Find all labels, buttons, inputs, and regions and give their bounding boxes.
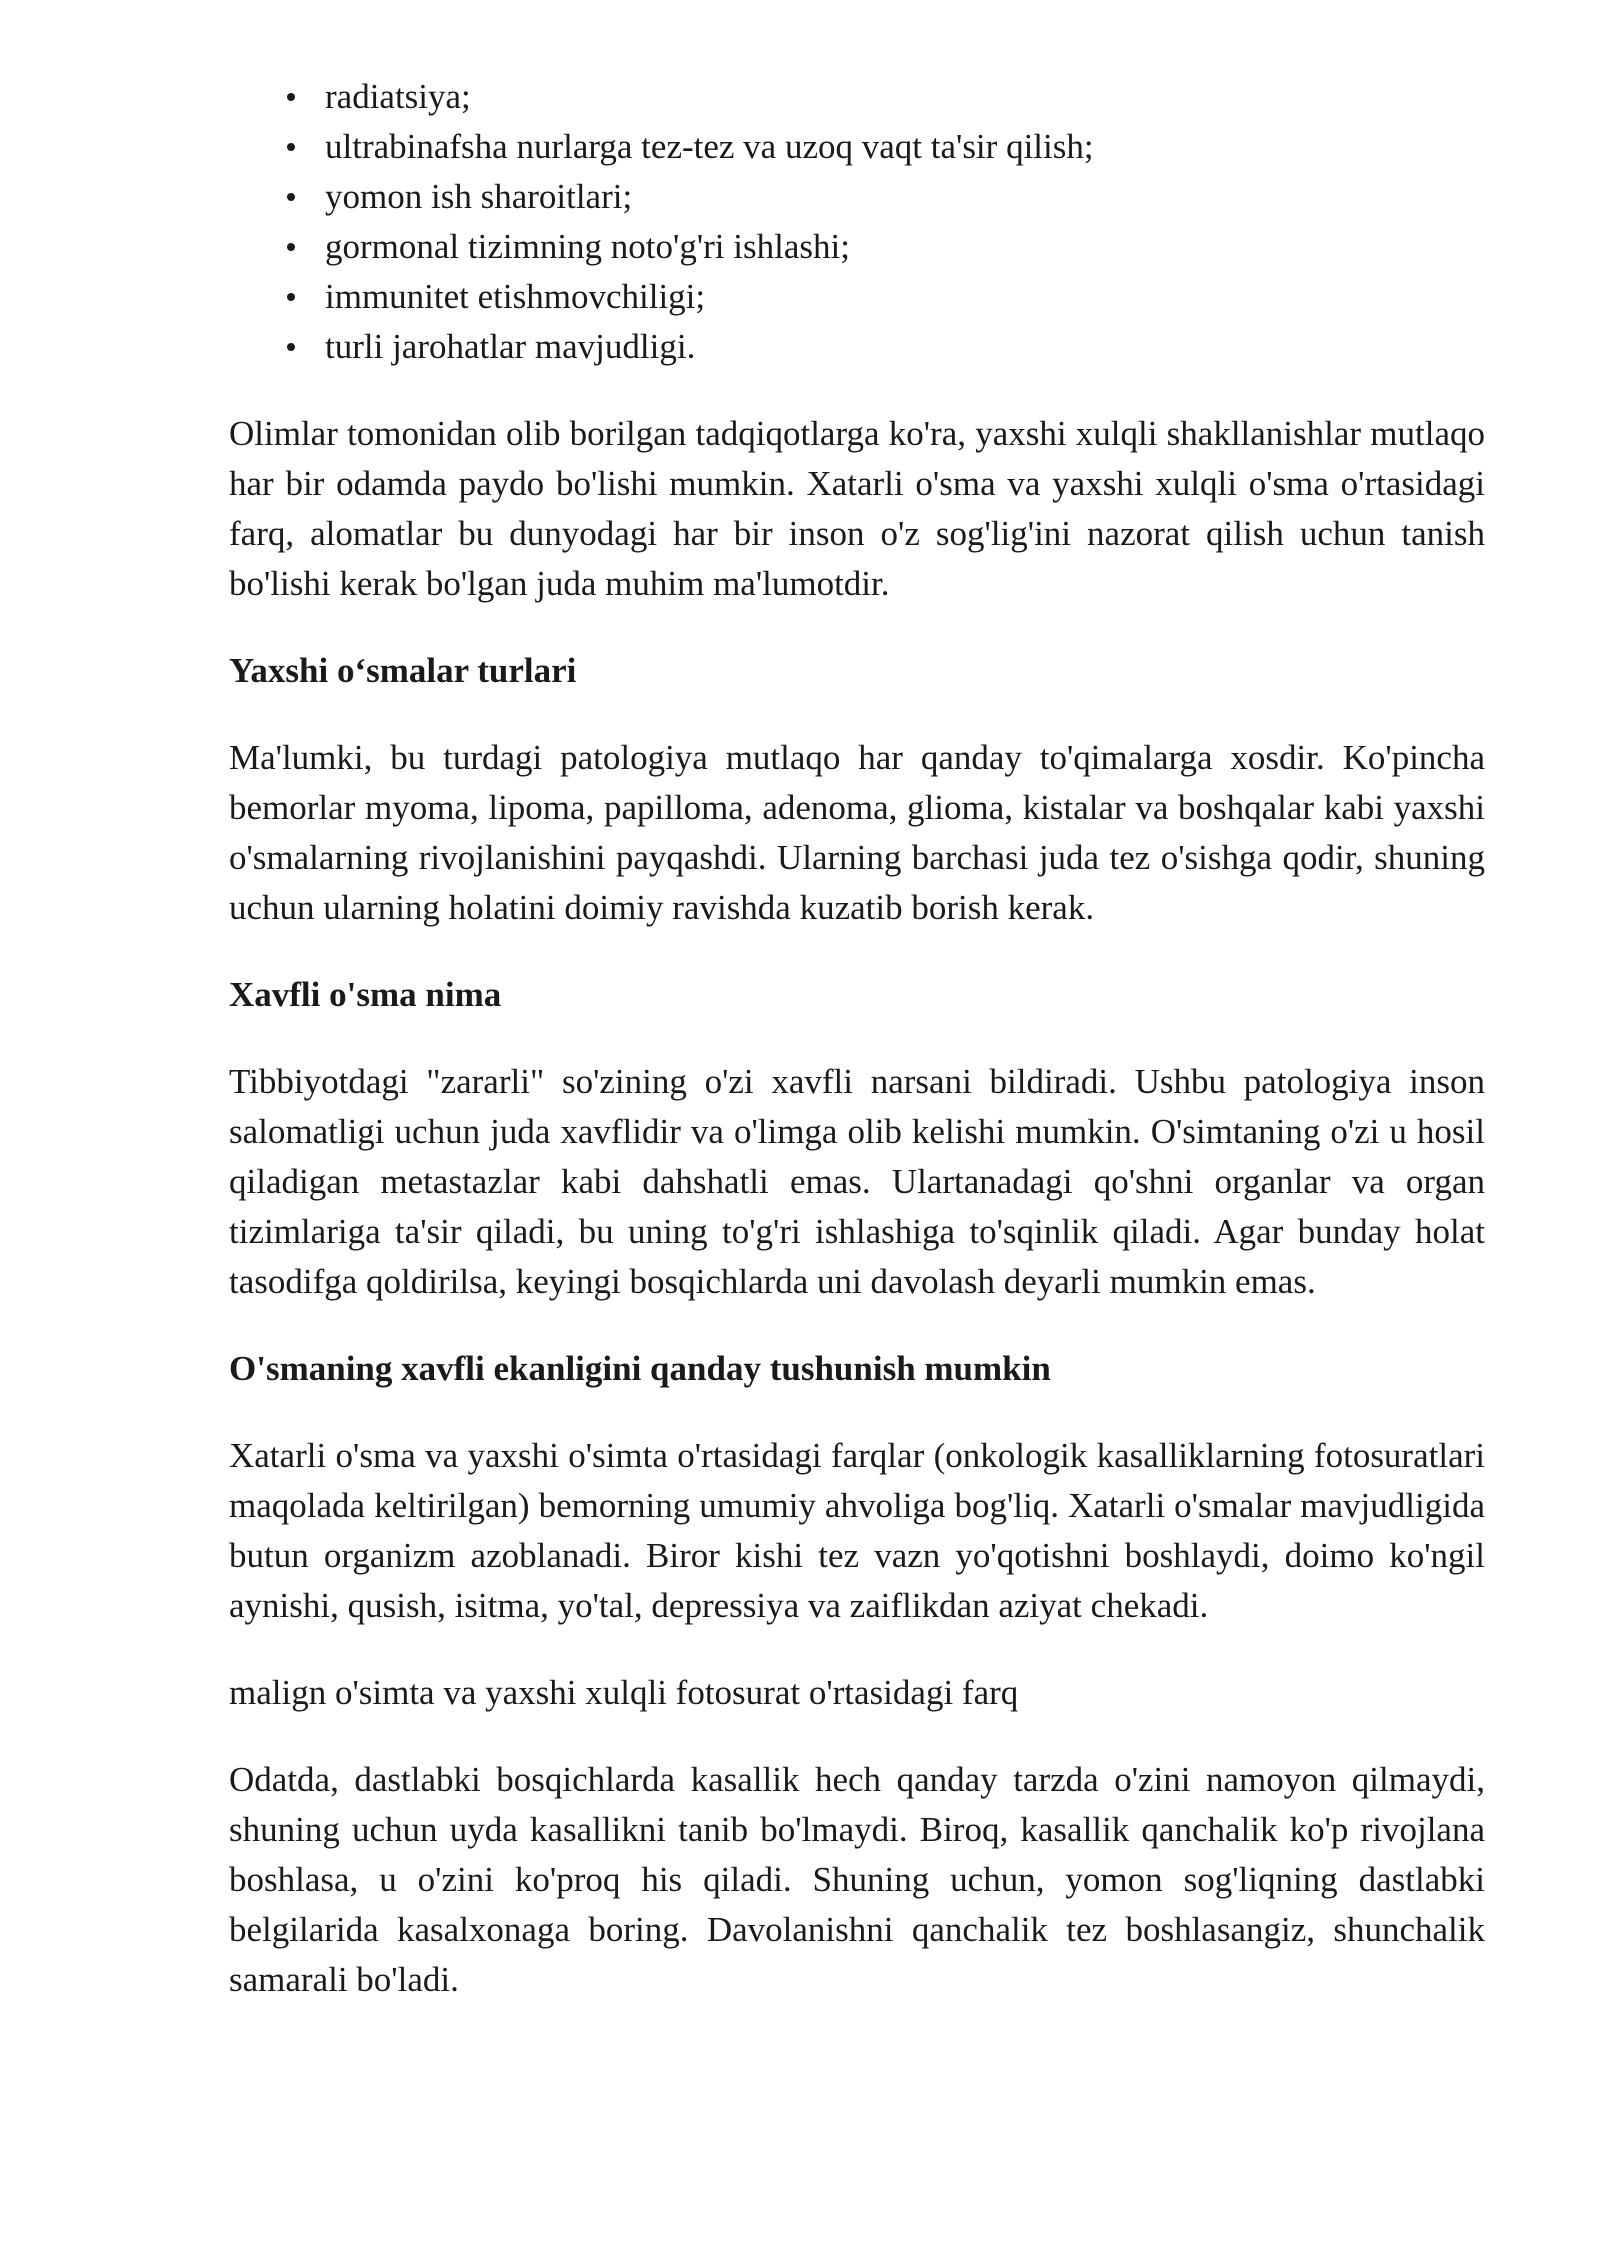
paragraph-malignant: Tibbiyotdagi "zararli" so'zining o'zi xavfli narsani bildiradi. Ushbu patologiya inson salomatligi uchun juda xavflidir va o'limga olib kelishi mumkin. O'simtaning o'zi u hosil qiladigan metastazlar kabi dahshatli emas. Ulartanadagi qo'shni organlar va organ tizimlariga ta'sir qiladi, bu uning to'g'ri ishlashiga to'sqinlik qiladi. Agar bunday holat tasodifga qoldirilsa, keyingi bosqichlarda uni davolash deyarli mumkin emas. [229,1062,1485,1301]
paragraph-differences: Xatarli o'sma va yaxshi o'simta o'rtasidagi farqlar (onkologik kasalliklarning fotosuratlari maqolada keltirilgan) bemorning umumiy ahvoliga bog'liq. Xatarli o'smalar mavjudligida butun organizm azoblanadi. Biror kishi tez vazn yo'qotishni boshlaydi, doimo ko'ngil aynishi, qusish, isitma, yo'tal, depressiya va zaiflikdan aziyat chekadi. [229,1436,1485,1625]
bullet-icon [287,143,295,151]
bullet-icon [287,293,295,301]
list-item-text: turli jarohatlar mavjudligi. [325,327,696,366]
image-caption-text: malign o'simta va yaxshi xulqli fotosurat o'rtasidagi farq [229,1673,1019,1712]
list-item-text: gormonal tizimning noto'g'ri ishlashi; [325,227,850,266]
paragraph-benign-types: Ma'lumki, bu turdagi patologiya mutlaqo har qanday to'qimalarga xosdir. Ko'pincha bemorlar myoma, lipoma, papilloma, adenoma, glioma, kistalar va boshqalar kabi yaxshi o'smalarning rivojlanishini payqashdi. Ularning barchasi juda tez o'sishga qodir, shuning uchun ularning holatini doimiy ravishda kuzatib borish kerak. [229,738,1485,927]
list-item [229,322,1485,372]
bullet-icon [287,343,295,351]
bullet-icon [287,193,295,201]
list-item [229,222,1485,272]
list-item [229,72,1485,122]
risk-factor-list [229,72,1485,372]
heading-benign-types: Yaxshi o‘smalar turlari [229,651,577,690]
bullet-icon [287,243,295,251]
heading-malignant: Xavfli o'sma nima [229,975,502,1014]
list-item [229,172,1485,222]
document-page [229,72,1485,2005]
bullet-icon [287,93,295,101]
paragraph-early-stages: Odatda, dastlabki bosqichlarda kasallik hech qanday tarzda o'zini namoyon qilmaydi, shuning uchun uyda kasallikni tanib bo'lmaydi. Biroq, kasallik qanchalik ko'p rivojlana boshlasa, u o'zini ko'proq his qiladi. Shuning uchun, yomon sog'liqning dastlabki belgilarida kasalxonaga boring. Davolanishni qanchalik tez boshlasangiz, shunchalik samarali bo'ladi. [229,1760,1485,1999]
list-item [229,272,1485,322]
list-item-text: yomon ish sharoitlari; [325,177,633,216]
paragraph-research: Olimlar tomonidan olib borilgan tadqiqotlarga ko'ra, yaxshi xulqli shakllanishlar mutlaqo har bir odamda paydo bo'lishi mumkin. Xatarli o'sma va yaxshi xulqli o'sma o'rtasidagi farq, alomatlar bu dunyodagi har bir inson o'z sog'lig'ini nazorat qilish uchun tanish bo'lishi kerak bo'lgan juda muhim ma'lumotdir. [229,414,1485,603]
list-item-text: radiatsiya; [325,77,471,116]
heading-how-to-tell: O'smaning xavfli ekanligini qanday tushunish mumkin [229,1349,1051,1388]
list-item [229,122,1485,172]
list-item-text: immunitet etishmovchiligi; [325,277,706,316]
list-item-text: ultrabinafsha nurlarga tez-tez va uzoq vaqt ta'sir qilish; [325,127,1094,166]
